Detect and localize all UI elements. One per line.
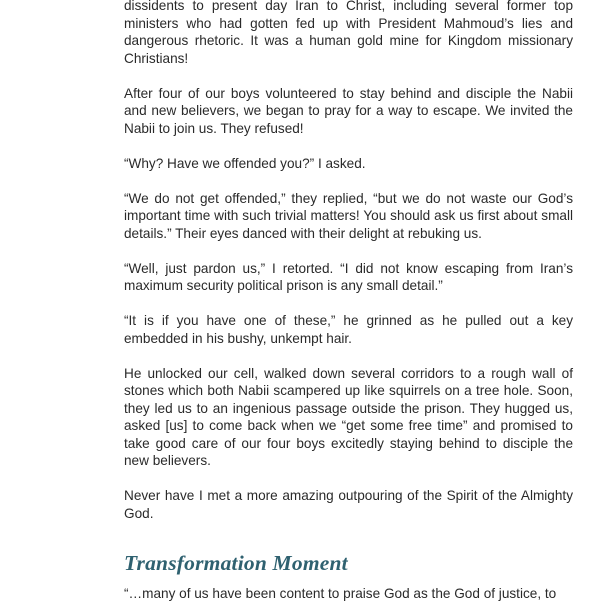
- paragraph-key: “It is if you have one of these,” he grinned as he pulled out a key embedded in his bushy, unkempt hair.: [124, 313, 573, 346]
- paragraph-pardon: “Well, just pardon us,” I retorted. “I did not know escaping from Iran’s maximum security political prison is any small detail.”: [124, 260, 573, 293]
- paragraph-offended-question: “Why? Have we offended you?” I asked.: [124, 155, 366, 171]
- section-first-line: “…many of us have been content to praise God as the God of justice, to: [124, 586, 557, 601]
- document-page: [124, 0, 573, 603]
- paragraph-volunteers: After four of our boys volunteered to stay behind and disciple the Nabii and new believers, we began to pray for a way to escape. We invited the Nabii to join us. They refused!: [124, 85, 573, 136]
- section-heading: Transformation Moment: [124, 551, 348, 575]
- paragraph-offended-reply: “We do not get offended,” they replied, “but we do not waste our God’s important time with such trivial matters! You should ask us first about small details.” Their eyes danced with their delight at rebuking us.: [124, 190, 573, 241]
- paragraph-dissidents: dissidents to present day Iran to Christ, including several former top ministers who had gotten fed up with President Mahmoud’s lies and dangerous rhetoric. It was a human gold mine for Kingdom missionary Christians!: [124, 0, 573, 66]
- paragraph-outpouring: Never have I met a more amazing outpouring of the Spirit of the Almighty God.: [124, 488, 573, 521]
- paragraph-escape: He unlocked our cell, walked down several corridors to a rough wall of stones which both Nabii scampered up like squirrels on a tree hole. Soon, they led us to an ingenious passage outside the prison. They hugged us, asked [us] to come back when we “get some free time” and promised to take good care of our four boys excitedly staying behind to disciple the new believers.: [124, 365, 573, 468]
